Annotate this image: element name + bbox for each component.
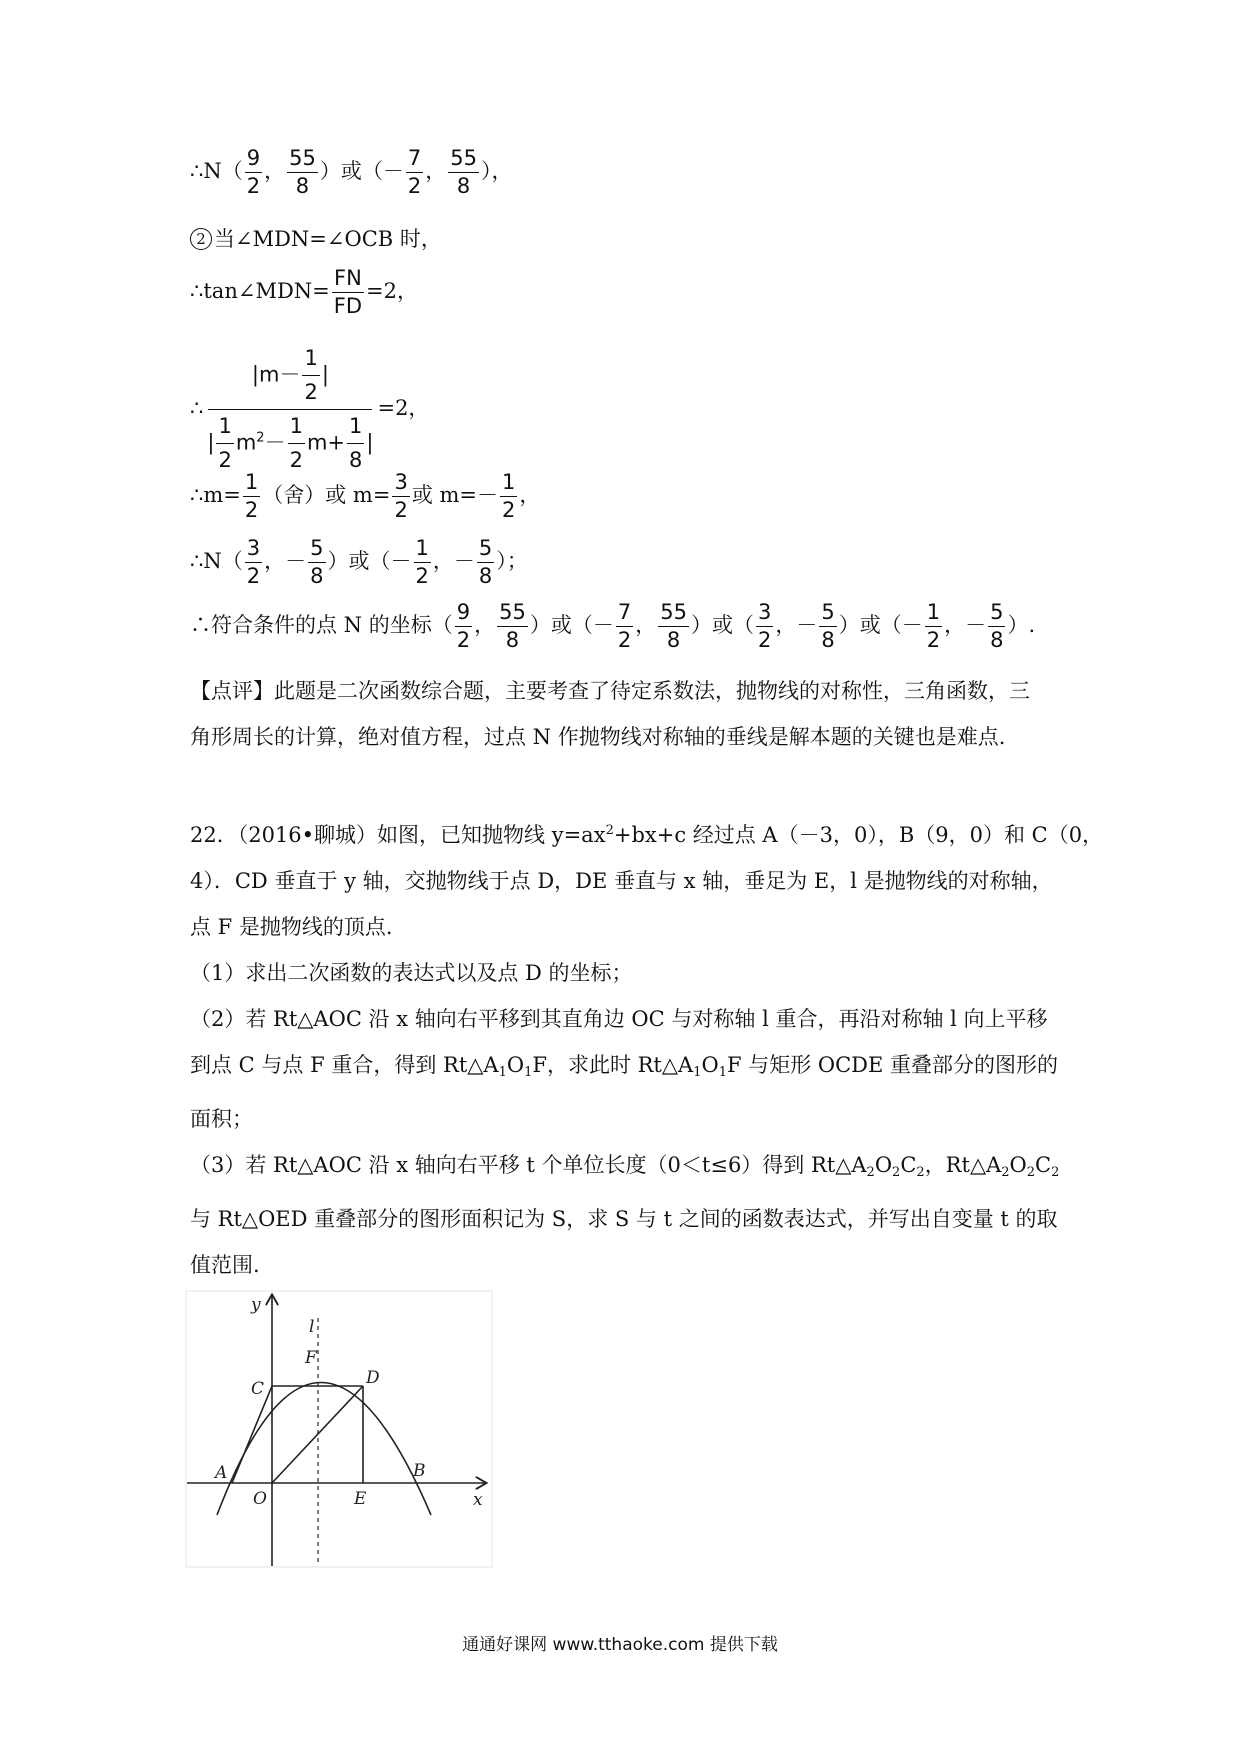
fraction: [500, 472, 517, 521]
fraction: [392, 472, 409, 521]
text: ）或（－: [319, 159, 404, 183]
compound-denominator: [205, 410, 375, 471]
comment-line: 【点评】此题是二次函数综合题，主要考查了待定系数法，抛物线的对称性，三角函数，三: [190, 679, 1030, 703]
text: ）或（－: [327, 549, 412, 573]
fraction: [477, 538, 494, 587]
fraction: [497, 602, 528, 651]
subscript: 2: [866, 1165, 875, 1180]
solution-line-5: [190, 472, 540, 521]
numerator: 55: [497, 602, 528, 627]
subscript: 2: [1051, 1165, 1060, 1180]
subscript: 2: [1026, 1165, 1036, 1180]
problem-22: [190, 808, 1104, 1288]
figure-frame: [186, 1291, 492, 1567]
subscript: 1: [718, 1065, 727, 1080]
numerator: 1: [500, 472, 517, 497]
problem-statement-line: 点 F 是抛物线的顶点.: [190, 915, 393, 939]
solution-line-6: [190, 538, 528, 587]
text: ∴m=: [190, 483, 241, 507]
text: m: [235, 430, 257, 455]
fraction: [414, 538, 431, 587]
denominator: 2: [502, 498, 516, 522]
text: ，: [425, 159, 447, 183]
denominator: 8: [310, 564, 324, 588]
fraction: [448, 148, 479, 197]
text: =2，: [366, 279, 418, 303]
fraction: [302, 348, 319, 403]
solution-line-2: [190, 228, 442, 250]
text: ），: [480, 159, 513, 183]
text: O: [874, 1153, 893, 1177]
numerator: 1: [216, 416, 233, 444]
text: －: [264, 430, 286, 455]
subscript: 1: [524, 1065, 533, 1080]
question-2-line: 面积；: [190, 1107, 253, 1131]
question-2-line: （2）若 Rt△AOC 沿 x 轴向右平移到其直角边 OC 与对称轴 l 重合，再沿对称轴 l 向上平移: [190, 1007, 1048, 1031]
comment-paragraph: [190, 668, 1060, 760]
numerator: 1: [243, 472, 260, 497]
text: ，－: [432, 549, 475, 573]
numerator: 1: [414, 538, 431, 563]
text: |: [321, 362, 329, 387]
text: |: [207, 430, 215, 455]
numerator: 55: [658, 602, 689, 627]
denominator: 2: [926, 628, 941, 652]
numerator: 7: [616, 602, 633, 627]
fraction: [988, 602, 1005, 651]
numerator: 7: [406, 148, 423, 173]
text: O: [506, 1053, 525, 1077]
text: ）或（: [690, 613, 754, 637]
text: ，－: [264, 549, 307, 573]
problem-statement-line: 4）．CD 垂直于 y 轴，交抛物线于点 D，DE 垂直与 x 轴，垂足为 E，l 是抛物线的对称轴，: [190, 869, 1053, 893]
numerator: 1: [347, 416, 364, 444]
label-e: E: [354, 1489, 367, 1509]
label-d: D: [366, 1368, 380, 1388]
question-3-line: [190, 1142, 1060, 1196]
text: 22．（2016•聊城）如图，已知抛物线 y=ax: [190, 823, 606, 847]
circled-number: 2: [190, 228, 212, 250]
label-a: A: [215, 1463, 228, 1483]
text: F，求此时 Rt△A: [532, 1053, 694, 1077]
text: ）.: [1007, 613, 1036, 637]
fraction: [308, 538, 325, 587]
label-f: F: [305, 1348, 317, 1368]
numerator: 55: [287, 148, 318, 173]
question-1: （1）求出二次函数的表达式以及点 D 的坐标；: [190, 961, 633, 985]
question-2-line: [190, 1042, 1060, 1096]
subscript: 1: [693, 1065, 702, 1080]
label-y: y: [251, 1295, 261, 1315]
text: 到点 C 与点 F 重合，得到 Rt△A: [190, 1053, 499, 1077]
compound-fraction: [205, 348, 375, 471]
fraction: [455, 602, 472, 651]
denominator: 2: [246, 564, 261, 588]
text: 或 m=－: [411, 483, 498, 507]
denominator: FD: [333, 294, 363, 318]
superscript: 2: [605, 823, 614, 838]
fraction: [243, 472, 260, 521]
numerator: 5: [477, 538, 494, 563]
fraction: [245, 148, 262, 197]
denominator: 2: [407, 174, 422, 198]
fraction: [406, 148, 423, 197]
comment-line: 角形周长的计算，绝对值方程，过点 N 作抛物线对称轴的垂线是解本题的关键也是难点.: [190, 725, 1006, 749]
denominator: 2: [289, 448, 303, 472]
text: ∴: [190, 396, 204, 420]
label-l: l: [309, 1317, 315, 1337]
problem-statement-line: [190, 808, 1104, 858]
denominator: 8: [478, 564, 493, 588]
denominator: 8: [821, 628, 835, 652]
denominator: 2: [757, 628, 772, 652]
solution-line-3: [190, 268, 418, 317]
numerator: 1: [288, 416, 305, 444]
denominator: 2: [304, 380, 318, 404]
text: ，Rt△A: [924, 1153, 1002, 1177]
label-o: O: [253, 1489, 267, 1509]
fraction: [245, 538, 262, 587]
fraction: [347, 416, 364, 471]
denominator: 2: [244, 498, 259, 522]
question-3-line: 与 Rt△OED 重叠部分的图形面积记为 S，求 S 与 t 之间的函数表达式，并写出自变量 t 的取: [190, 1207, 1058, 1231]
text: ，: [264, 159, 286, 183]
numerator: 1: [302, 348, 319, 376]
numerator: 3: [756, 602, 773, 627]
denominator: 2: [456, 628, 471, 652]
fraction: [925, 602, 942, 651]
text: （舍）或 m=: [262, 483, 391, 507]
numerator: 9: [455, 602, 472, 627]
superscript: 2: [256, 430, 265, 446]
question-3-line: 值范围.: [190, 1253, 260, 1277]
parabola-curve: [217, 1383, 431, 1516]
text: （3）若 Rt△AOC 沿 x 轴向右平移 t 个单位长度（0＜t≤6）得到 Rt△A: [190, 1153, 867, 1177]
text: ）或（－: [529, 613, 614, 637]
text: m+: [306, 430, 346, 455]
numerator: 1: [925, 602, 942, 627]
fraction: [616, 602, 633, 651]
text: 当∠MDN=∠OCB 时，: [214, 227, 442, 251]
numerator: 55: [448, 148, 479, 173]
text: C: [900, 1153, 917, 1177]
fraction: [658, 602, 689, 651]
numerator: 5: [988, 602, 1005, 627]
solution-line-4: [190, 348, 429, 471]
denominator: 8: [990, 628, 1004, 652]
text: ）或（－: [838, 613, 923, 637]
label-x: x: [473, 1490, 483, 1510]
text: ）；: [496, 549, 528, 573]
figure-svg: [185, 1290, 495, 1570]
parabola-figure: [185, 1290, 495, 1575]
text: ∴N（: [190, 549, 243, 573]
text: ，: [474, 613, 496, 637]
fraction: [332, 268, 364, 317]
numerator: 5: [308, 538, 325, 563]
denominator: 2: [617, 628, 632, 652]
text: C: [1035, 1153, 1052, 1177]
denominator: 2: [394, 498, 408, 522]
footer-watermark: 通通好课网 www.tthaoke.com 提供下载: [462, 1635, 778, 1655]
numerator: 3: [392, 472, 409, 497]
denominator: 2: [415, 564, 429, 588]
solution-line-7: [190, 602, 1035, 651]
subscript: 1: [498, 1065, 507, 1080]
fraction: [819, 602, 836, 651]
denominator: 8: [456, 174, 471, 198]
fraction: [287, 148, 318, 197]
numerator: 5: [819, 602, 836, 627]
fraction: [756, 602, 773, 651]
text: ∴N（: [190, 159, 243, 183]
label-b: B: [413, 1461, 426, 1481]
text: F 与矩形 OCDE 重叠部分的图形的: [726, 1053, 1059, 1077]
denominator: 2: [246, 174, 261, 198]
text: O: [1009, 1153, 1027, 1177]
numerator: FN: [332, 268, 364, 293]
subscript: 2: [916, 1165, 925, 1180]
denominator: 8: [295, 174, 310, 198]
denominator: 2: [218, 448, 232, 472]
numerator: 3: [245, 538, 262, 563]
text: ，: [519, 483, 541, 507]
text: O: [701, 1053, 719, 1077]
text: |m－: [251, 362, 301, 387]
subscript: 2: [1001, 1165, 1010, 1180]
text: ∴tan∠MDN=: [190, 279, 330, 303]
numerator: 9: [245, 148, 262, 173]
text: |: [366, 430, 374, 455]
denominator: 8: [349, 448, 363, 472]
fraction: [288, 416, 305, 471]
fraction: [216, 416, 233, 471]
text: ，－: [944, 613, 987, 637]
subscript: 2: [892, 1165, 901, 1180]
label-c: C: [251, 1379, 265, 1399]
denominator: 8: [666, 628, 681, 652]
segment-ac: [232, 1386, 272, 1483]
text: ，: [635, 613, 657, 637]
text: =2，: [377, 396, 430, 420]
text: ，－: [775, 613, 818, 637]
solution-line-1: [190, 148, 512, 197]
text: ∴符合条件的点 N 的坐标（: [190, 613, 453, 637]
compound-numerator: [208, 348, 372, 410]
denominator: 8: [505, 628, 520, 652]
text: +bx+c 经过点 A（－3，0），B（9，0）和 C（0，: [613, 823, 1104, 847]
